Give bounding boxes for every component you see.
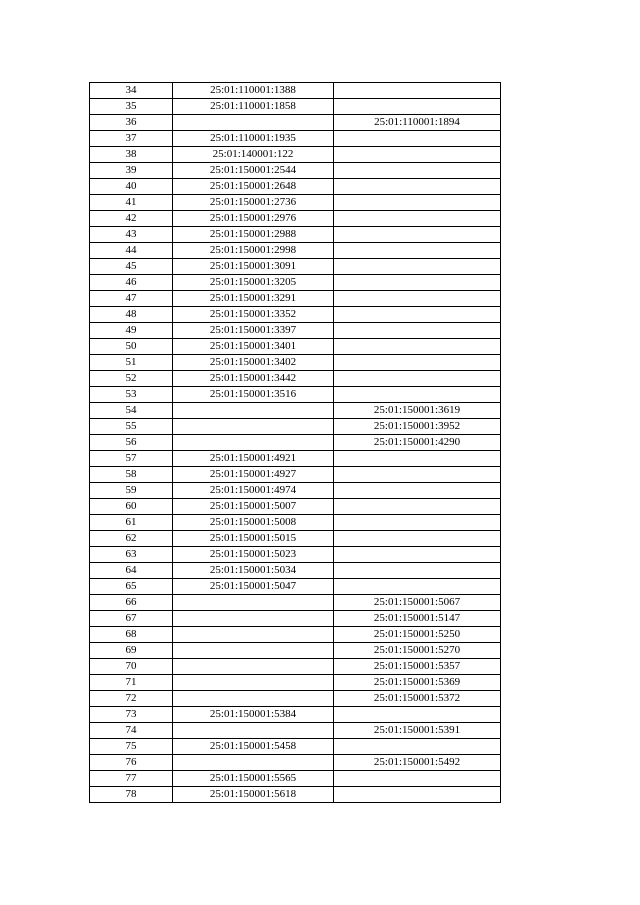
cadastral-number-cell-col1	[173, 755, 334, 771]
row-number-cell: 67	[90, 611, 173, 627]
cadastral-number-cell-col2	[334, 467, 501, 483]
row-number-cell: 70	[90, 659, 173, 675]
table-row	[90, 419, 501, 435]
cadastral-number-cell-col1: 25:01:150001:3091	[173, 259, 334, 275]
table-row	[90, 451, 501, 467]
cadastral-number-cell-col2	[334, 531, 501, 547]
cadastral-number-cell-col2	[334, 131, 501, 147]
cadastral-number-cell-col2	[334, 387, 501, 403]
table-row	[90, 467, 501, 483]
cadastral-number-cell-col2: 25:01:150001:3619	[334, 403, 501, 419]
row-number-cell: 58	[90, 467, 173, 483]
row-number-cell: 46	[90, 275, 173, 291]
row-number-cell: 55	[90, 419, 173, 435]
cadastral-number-cell-col2	[334, 211, 501, 227]
cadastral-number-cell-col1: 25:01:150001:3352	[173, 307, 334, 323]
table-row	[90, 675, 501, 691]
row-number-cell: 76	[90, 755, 173, 771]
cadastral-number-cell-col1: 25:01:150001:2976	[173, 211, 334, 227]
table-row	[90, 403, 501, 419]
cadastral-number-cell-col2	[334, 163, 501, 179]
cadastral-number-cell-col1: 25:01:150001:5384	[173, 707, 334, 723]
cadastral-number-cell-col2	[334, 243, 501, 259]
row-number-cell: 39	[90, 163, 173, 179]
cadastral-number-cell-col1	[173, 723, 334, 739]
cadastral-number-cell-col2	[334, 259, 501, 275]
table-row	[90, 259, 501, 275]
table-row	[90, 163, 501, 179]
row-number-cell: 66	[90, 595, 173, 611]
cadastral-number-cell-col1	[173, 675, 334, 691]
table-row	[90, 291, 501, 307]
row-number-cell: 73	[90, 707, 173, 723]
cadastral-number-cell-col2: 25:01:150001:5147	[334, 611, 501, 627]
row-number-cell: 50	[90, 339, 173, 355]
cadastral-number-cell-col2: 25:01:150001:5250	[334, 627, 501, 643]
row-number-cell: 49	[90, 323, 173, 339]
cadastral-number-cell-col2	[334, 339, 501, 355]
table-row	[90, 323, 501, 339]
cadastral-number-cell-col2	[334, 179, 501, 195]
cadastral-number-cell-col2	[334, 83, 501, 99]
cadastral-number-cell-col2	[334, 99, 501, 115]
table-row	[90, 99, 501, 115]
cadastral-number-cell-col1	[173, 627, 334, 643]
row-number-cell: 38	[90, 147, 173, 163]
table-row	[90, 595, 501, 611]
cadastral-number-cell-col1: 25:01:110001:1935	[173, 131, 334, 147]
cadastral-number-cell-col1: 25:01:150001:5015	[173, 531, 334, 547]
table-row	[90, 627, 501, 643]
table-row	[90, 739, 501, 755]
row-number-cell: 71	[90, 675, 173, 691]
row-number-cell: 72	[90, 691, 173, 707]
table-row	[90, 483, 501, 499]
table-row	[90, 355, 501, 371]
row-number-cell: 45	[90, 259, 173, 275]
cadastral-number-cell-col2	[334, 547, 501, 563]
table-row	[90, 547, 501, 563]
table-row	[90, 371, 501, 387]
cadastral-number-cell-col1: 25:01:150001:3205	[173, 275, 334, 291]
row-number-cell: 51	[90, 355, 173, 371]
cadastral-number-cell-col2	[334, 307, 501, 323]
table-row	[90, 307, 501, 323]
table-row	[90, 499, 501, 515]
cadastral-number-cell-col1: 25:01:150001:2998	[173, 243, 334, 259]
table-row	[90, 515, 501, 531]
cadastral-number-cell-col2	[334, 739, 501, 755]
table-body	[90, 83, 501, 803]
row-number-cell: 69	[90, 643, 173, 659]
cadastral-number-cell-col2	[334, 563, 501, 579]
table-row	[90, 275, 501, 291]
row-number-cell: 64	[90, 563, 173, 579]
cadastral-number-cell-col2	[334, 515, 501, 531]
cadastral-number-cell-col1: 25:01:150001:4927	[173, 467, 334, 483]
cadastral-number-cell-col1: 25:01:150001:3397	[173, 323, 334, 339]
table-row	[90, 659, 501, 675]
cadastral-number-cell-col1: 25:01:150001:5458	[173, 739, 334, 755]
cadastral-number-cell-col1: 25:01:150001:3402	[173, 355, 334, 371]
cadastral-number-cell-col2	[334, 227, 501, 243]
cadastral-number-cell-col1	[173, 611, 334, 627]
table-row	[90, 691, 501, 707]
cadastral-number-cell-col1	[173, 403, 334, 419]
cadastral-number-cell-col2	[334, 355, 501, 371]
row-number-cell: 65	[90, 579, 173, 595]
row-number-cell: 60	[90, 499, 173, 515]
row-number-cell: 57	[90, 451, 173, 467]
table-row	[90, 147, 501, 163]
cadastral-number-cell-col2: 25:01:150001:5372	[334, 691, 501, 707]
table-row	[90, 227, 501, 243]
cadastral-number-cell-col1: 25:01:150001:2544	[173, 163, 334, 179]
cadastral-number-cell-col1	[173, 643, 334, 659]
cadastral-number-cell-col2: 25:01:150001:3952	[334, 419, 501, 435]
row-number-cell: 52	[90, 371, 173, 387]
row-number-cell: 68	[90, 627, 173, 643]
table-row	[90, 643, 501, 659]
cadastral-number-cell-col2	[334, 291, 501, 307]
cadastral-number-cell-col2	[334, 771, 501, 787]
cadastral-number-cell-col1: 25:01:150001:3442	[173, 371, 334, 387]
cadastral-number-table	[89, 82, 501, 803]
cadastral-number-cell-col1	[173, 435, 334, 451]
row-number-cell: 75	[90, 739, 173, 755]
cadastral-number-cell-col1: 25:01:150001:5047	[173, 579, 334, 595]
row-number-cell: 41	[90, 195, 173, 211]
cadastral-number-cell-col2: 25:01:110001:1894	[334, 115, 501, 131]
table-row	[90, 771, 501, 787]
table-row	[90, 131, 501, 147]
row-number-cell: 56	[90, 435, 173, 451]
table-row	[90, 243, 501, 259]
cadastral-number-cell-col1: 25:01:150001:4921	[173, 451, 334, 467]
table-row	[90, 531, 501, 547]
row-number-cell: 35	[90, 99, 173, 115]
row-number-cell: 78	[90, 787, 173, 803]
cadastral-number-cell-col1: 25:01:150001:3291	[173, 291, 334, 307]
cadastral-number-cell-col2: 25:01:150001:5357	[334, 659, 501, 675]
cadastral-number-cell-col2: 25:01:150001:5492	[334, 755, 501, 771]
cadastral-number-cell-col1: 25:01:150001:2736	[173, 195, 334, 211]
cadastral-number-cell-col1: 25:01:150001:5618	[173, 787, 334, 803]
row-number-cell: 40	[90, 179, 173, 195]
cadastral-number-cell-col1: 25:01:150001:5034	[173, 563, 334, 579]
table-row	[90, 707, 501, 723]
cadastral-number-cell-col2: 25:01:150001:5391	[334, 723, 501, 739]
cadastral-number-cell-col1	[173, 419, 334, 435]
cadastral-number-cell-col1: 25:01:110001:1388	[173, 83, 334, 99]
table-row	[90, 435, 501, 451]
row-number-cell: 47	[90, 291, 173, 307]
cadastral-number-cell-col1: 25:01:110001:1858	[173, 99, 334, 115]
table-row	[90, 195, 501, 211]
cadastral-number-cell-col2	[334, 483, 501, 499]
table-row	[90, 179, 501, 195]
table-row	[90, 755, 501, 771]
row-number-cell: 44	[90, 243, 173, 259]
cadastral-number-cell-col2: 25:01:150001:4290	[334, 435, 501, 451]
row-number-cell: 53	[90, 387, 173, 403]
cadastral-number-cell-col2	[334, 323, 501, 339]
table-row	[90, 339, 501, 355]
cadastral-number-cell-col1: 25:01:150001:5565	[173, 771, 334, 787]
cadastral-number-cell-col2	[334, 787, 501, 803]
table-row	[90, 723, 501, 739]
table-row	[90, 563, 501, 579]
cadastral-number-cell-col2: 25:01:150001:5067	[334, 595, 501, 611]
cadastral-number-cell-col2	[334, 147, 501, 163]
table-row	[90, 83, 501, 99]
cadastral-number-cell-col2: 25:01:150001:5270	[334, 643, 501, 659]
cadastral-number-cell-col1: 25:01:150001:3516	[173, 387, 334, 403]
table-row	[90, 579, 501, 595]
row-number-cell: 63	[90, 547, 173, 563]
table-row	[90, 787, 501, 803]
cadastral-number-cell-col1: 25:01:150001:5023	[173, 547, 334, 563]
row-number-cell: 48	[90, 307, 173, 323]
row-number-cell: 61	[90, 515, 173, 531]
cadastral-number-cell-col2	[334, 707, 501, 723]
row-number-cell: 59	[90, 483, 173, 499]
cadastral-number-cell-col1	[173, 595, 334, 611]
cadastral-number-cell-col1	[173, 115, 334, 131]
table-row	[90, 611, 501, 627]
row-number-cell: 74	[90, 723, 173, 739]
row-number-cell: 42	[90, 211, 173, 227]
cadastral-number-cell-col2: 25:01:150001:5369	[334, 675, 501, 691]
cadastral-number-cell-col2	[334, 371, 501, 387]
row-number-cell: 54	[90, 403, 173, 419]
cadastral-number-cell-col1: 25:01:150001:2648	[173, 179, 334, 195]
cadastral-number-cell-col1: 25:01:150001:2988	[173, 227, 334, 243]
cadastral-number-cell-col1: 25:01:150001:3401	[173, 339, 334, 355]
cadastral-number-cell-col1: 25:01:150001:4974	[173, 483, 334, 499]
row-number-cell: 34	[90, 83, 173, 99]
cadastral-number-cell-col1	[173, 659, 334, 675]
table-row	[90, 211, 501, 227]
cadastral-number-cell-col1: 25:01:140001:122	[173, 147, 334, 163]
cadastral-number-cell-col1	[173, 691, 334, 707]
table-row	[90, 387, 501, 403]
cadastral-number-cell-col2	[334, 499, 501, 515]
cadastral-number-cell-col1: 25:01:150001:5007	[173, 499, 334, 515]
row-number-cell: 62	[90, 531, 173, 547]
cadastral-number-cell-col2	[334, 275, 501, 291]
row-number-cell: 37	[90, 131, 173, 147]
cadastral-number-cell-col2	[334, 579, 501, 595]
table-row	[90, 115, 501, 131]
row-number-cell: 36	[90, 115, 173, 131]
cadastral-number-cell-col2	[334, 451, 501, 467]
cadastral-number-cell-col1: 25:01:150001:5008	[173, 515, 334, 531]
row-number-cell: 43	[90, 227, 173, 243]
cadastral-number-cell-col2	[334, 195, 501, 211]
row-number-cell: 77	[90, 771, 173, 787]
